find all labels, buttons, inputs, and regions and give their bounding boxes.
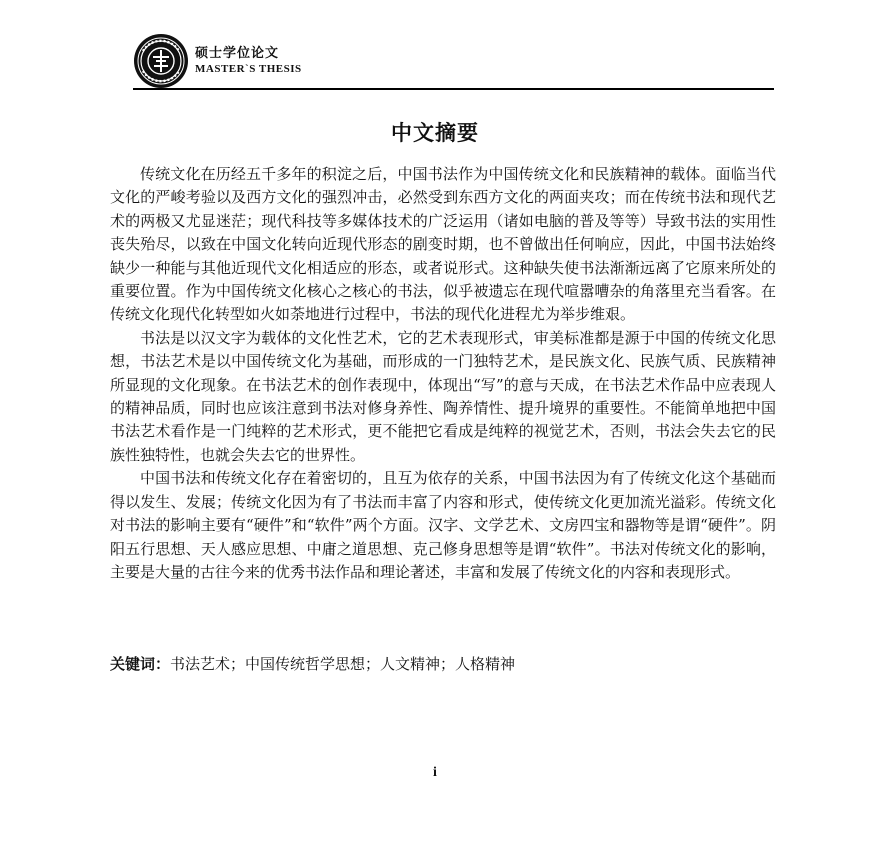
page-number: i (433, 765, 437, 780)
thesis-type-en: MASTER`S THESIS (195, 63, 302, 75)
abstract-paragraph-3: 中国书法和传统文化存在着密切的，且互为依存的关系，中国书法因为有了传统文化这个基础而得以发生、发展；传统文化因为有了书法而丰富了内容和形式，使传统文化更加流光溢彩。传统文化对书法的影响主要有“硬件”和“软件”两个方面。汉字、文学艺术、文房四宝和器物等是谓“硬件”。阴阳五行思想、天人感应思想、中庸之道思想、克己修身思想等是谓“软件”。书法对传统文化的影响，主要是大量的古往今来的优秀书法作品和理论著述，丰富和发展了传统文化的内容和表现形式。 (110, 469, 776, 581)
abstract-paragraph-1: 传统文化在历经五千多年的积淀之后，中国书法作为中国传统文化和民族精神的载体。面临当代文化的严峻考验以及西方文化的强烈冲击，必然受到东西方文化的两面夹攻；而在传统书法和现代艺术的两极又尤显迷茫；现代科技等多媒体技术的广泛运用（诸如电脑的普及等等）导致书法的实用性丧失殆尽，以致在中国文化转向近现代形态的剧变时期，也不曾做出任何响应，因此，中国书法始终缺少一种能与其他近现代文化相适应的形态，或者说形式。这种缺失使书法渐渐远离了它原来所处的重要位置。作为中国传统文化核心之核心的书法，似乎被遗忘在现代喧嚣嘈杂的角落里充当看客。在传统文化现代化转型如火如荼地进行过程中，书法的现代化进程尤为举步维艰。 (110, 165, 776, 324)
abstract-paragraph-2: 书法是以汉文字为载体的文化性艺术，它的艺术表现形式，审美标准都是源于中国的传统文化思想，书法艺术是以中国传统文化为基础，而形成的一门独特艺术，是民族文化、民族气质、民族精神所显现的文化现象。在书法艺术的创作表现中，体现出“写”的意与天成，在书法艺术作品中应表现人的精神品质，同时也应该注意到书法对修身养性、陶养情性、提升境界的重要性。不能简单地把中国书法艺术看作是一门纯粹的艺术形式，更不能把它看成是纯粹的视觉艺术，否则，书法会失去它的民族性独特性，也就会失去它的世界性。 (110, 328, 776, 464)
keywords-label: 关键词： (110, 655, 171, 673)
abstract-body (110, 163, 776, 584)
header-divider (133, 88, 774, 90)
page-header (133, 36, 302, 86)
university-seal-logo (133, 33, 189, 89)
thesis-type-cn: 硕士学位论文 (195, 46, 280, 61)
abstract-title: 中文摘要 (391, 121, 479, 145)
keywords-line (110, 653, 776, 676)
keywords-text: 书法艺术；中国传统哲学思想；人文精神；人格精神 (170, 655, 516, 673)
header-text (195, 45, 302, 77)
